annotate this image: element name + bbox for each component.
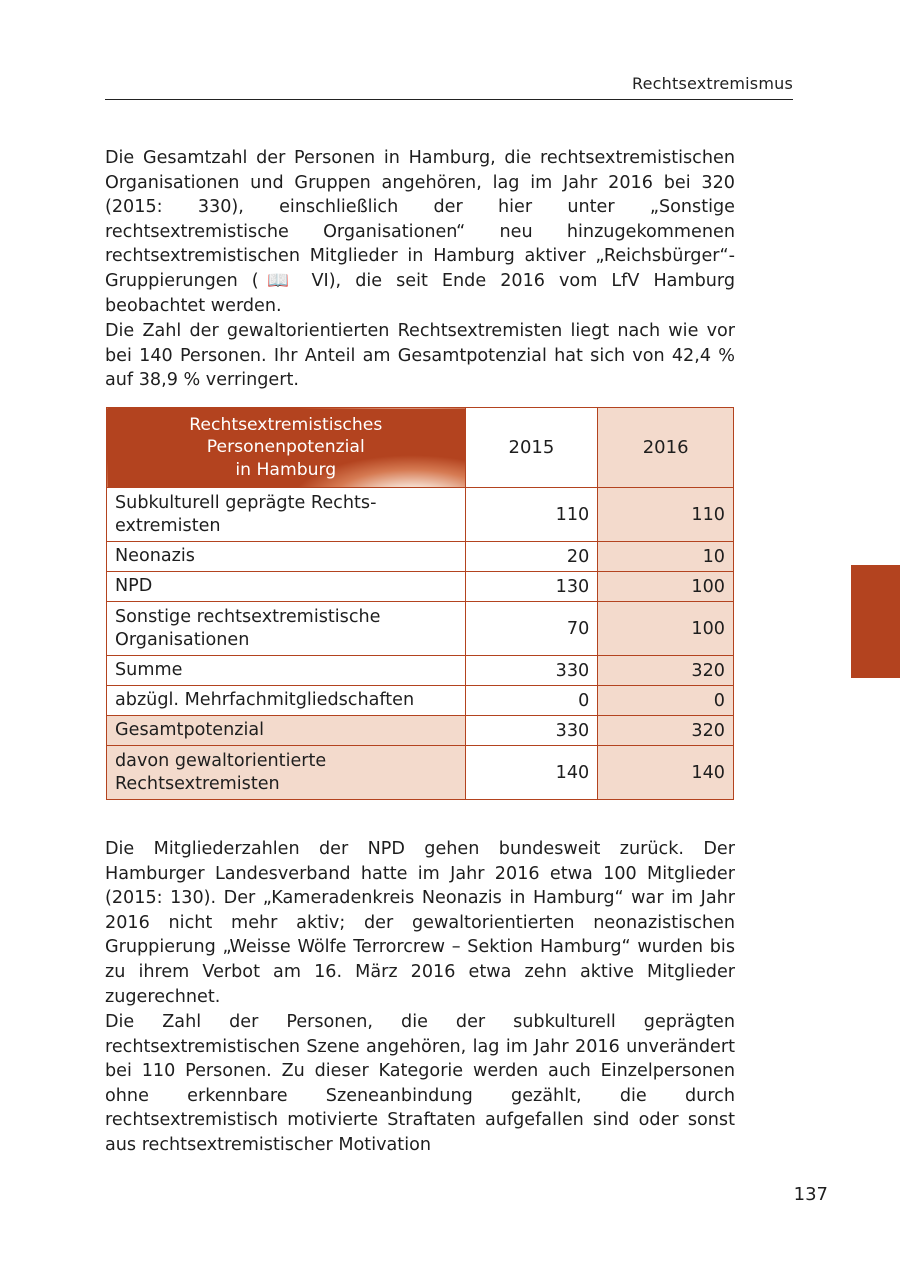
value-2016: 100 — [598, 572, 734, 602]
personenpotenzial-table — [106, 407, 734, 800]
value-2016: 320 — [598, 656, 734, 686]
value-2015: 20 — [465, 542, 598, 572]
paragraph-subkultur: Die Zahl der Personen, die der subkulturell geprägten rechtsextremistischen Szene angehören, lag im Jahr 2016 unverändert bei 110 Personen. Zu dieser Kategorie werden auch Einzelpersonen ohne erkennbare Szeneanbindung gezählt, die durch rechtsextremistisch motivierte Straftaten aufgefallen sind oder sonst aus rechtsextremistischer Motivation — [105, 1012, 735, 1155]
header-label-line: in Hamburg — [235, 459, 337, 480]
chapter-title: Rechtsextremismus — [632, 74, 793, 93]
value-2015: 330 — [465, 656, 598, 686]
row-label-line: Subkulturell geprägte Rechts- — [115, 493, 377, 513]
table-row-sonstige — [107, 602, 734, 656]
row-label: Gesamtpotenzial — [107, 716, 466, 746]
table-header-label — [107, 408, 466, 488]
paragraph-violent-share: Die Zahl der gewaltorientierten Rechtsextremisten liegt nach wie vor bei 140 Personen. Ihr Anteil am Gesamtpotenzial hat sich von 42,4 % auf 38,9 % verringert. — [105, 321, 735, 391]
row-label: abzügl. Mehrfachmitgliedschaften — [107, 686, 466, 716]
value-2015: 130 — [465, 572, 598, 602]
column-header-2016: 2016 — [598, 408, 734, 488]
paragraph-total-count: Die Gesamtzahl der Personen in Hamburg, die rechtsextremistischen Organisationen und Gruppen angehören, lag im Jahr 2016 bei 320 (2015: 330), einschließlich der hier unter „Sonstige rechtsextremistische Organisationen“ neu hinzugekommenen rechtsextremistischen Mitglieder in Hamburg aktiver „Reichsbürger“-Gruppierungen (📖 VI), die seit Ende 2016 vom LfV Hamburg beobachtet werden. — [105, 148, 735, 316]
row-label — [107, 488, 466, 542]
table-row-gewaltorientiert — [107, 746, 734, 800]
row-label-line: Rechtsextremisten — [115, 773, 280, 794]
value-2015: 70 — [465, 602, 598, 656]
value-2016: 0 — [598, 686, 734, 716]
row-label — [107, 602, 466, 656]
value-2015: 110 — [465, 488, 598, 542]
value-2015: 0 — [465, 686, 598, 716]
row-label-line: davon gewaltorientierte — [115, 751, 327, 771]
value-2016: 140 — [598, 746, 734, 800]
chapter-tab-marker — [851, 565, 900, 678]
table-row-gesamtpotenzial — [107, 716, 734, 746]
table-row-summe — [107, 656, 734, 686]
column-header-2015: 2015 — [465, 408, 598, 488]
header-label-line: Personenpotenzial — [206, 437, 365, 458]
row-label-line: Organisationen — [115, 629, 250, 650]
table-row-subkulturell — [107, 488, 734, 542]
running-header — [105, 74, 793, 100]
row-label: Summe — [107, 656, 466, 686]
row-label: NPD — [107, 572, 466, 602]
table-header-row — [107, 408, 734, 488]
paragraph-npd: Die Mitgliederzahlen der NPD gehen bundesweit zurück. Der Hamburger Landesverband hatte im Jahr 2016 etwa 100 Mitglieder (2015: 130). Der „Kameradenkreis Neonazis in Hamburg“ war im Jahr 2016 nicht mehr aktiv; der gewaltorientierten neonazistischen Gruppierung „Weisse Wölfe Terrorcrew – Sektion Hamburg“ wurden bis zu ihrem Verbot am 16. März 2016 etwa zehn aktive Mitglieder zugerechnet. — [105, 839, 735, 1007]
value-2016: 100 — [598, 602, 734, 656]
row-label: Neonazis — [107, 542, 466, 572]
row-label-line: extremisten — [115, 515, 221, 536]
table-row-mehrfach — [107, 686, 734, 716]
value-2016: 10 — [598, 542, 734, 572]
table-row-neonazis — [107, 542, 734, 572]
header-label-line: Rechtsextremistisches — [189, 414, 383, 435]
value-2015: 330 — [465, 716, 598, 746]
row-label — [107, 746, 466, 800]
page-number: 137 — [793, 1184, 828, 1205]
table-row-npd — [107, 572, 734, 602]
row-label-line: Sonstige rechtsextremistische — [115, 607, 381, 627]
value-2016: 320 — [598, 716, 734, 746]
value-2015: 140 — [465, 746, 598, 800]
value-2016: 110 — [598, 488, 734, 542]
